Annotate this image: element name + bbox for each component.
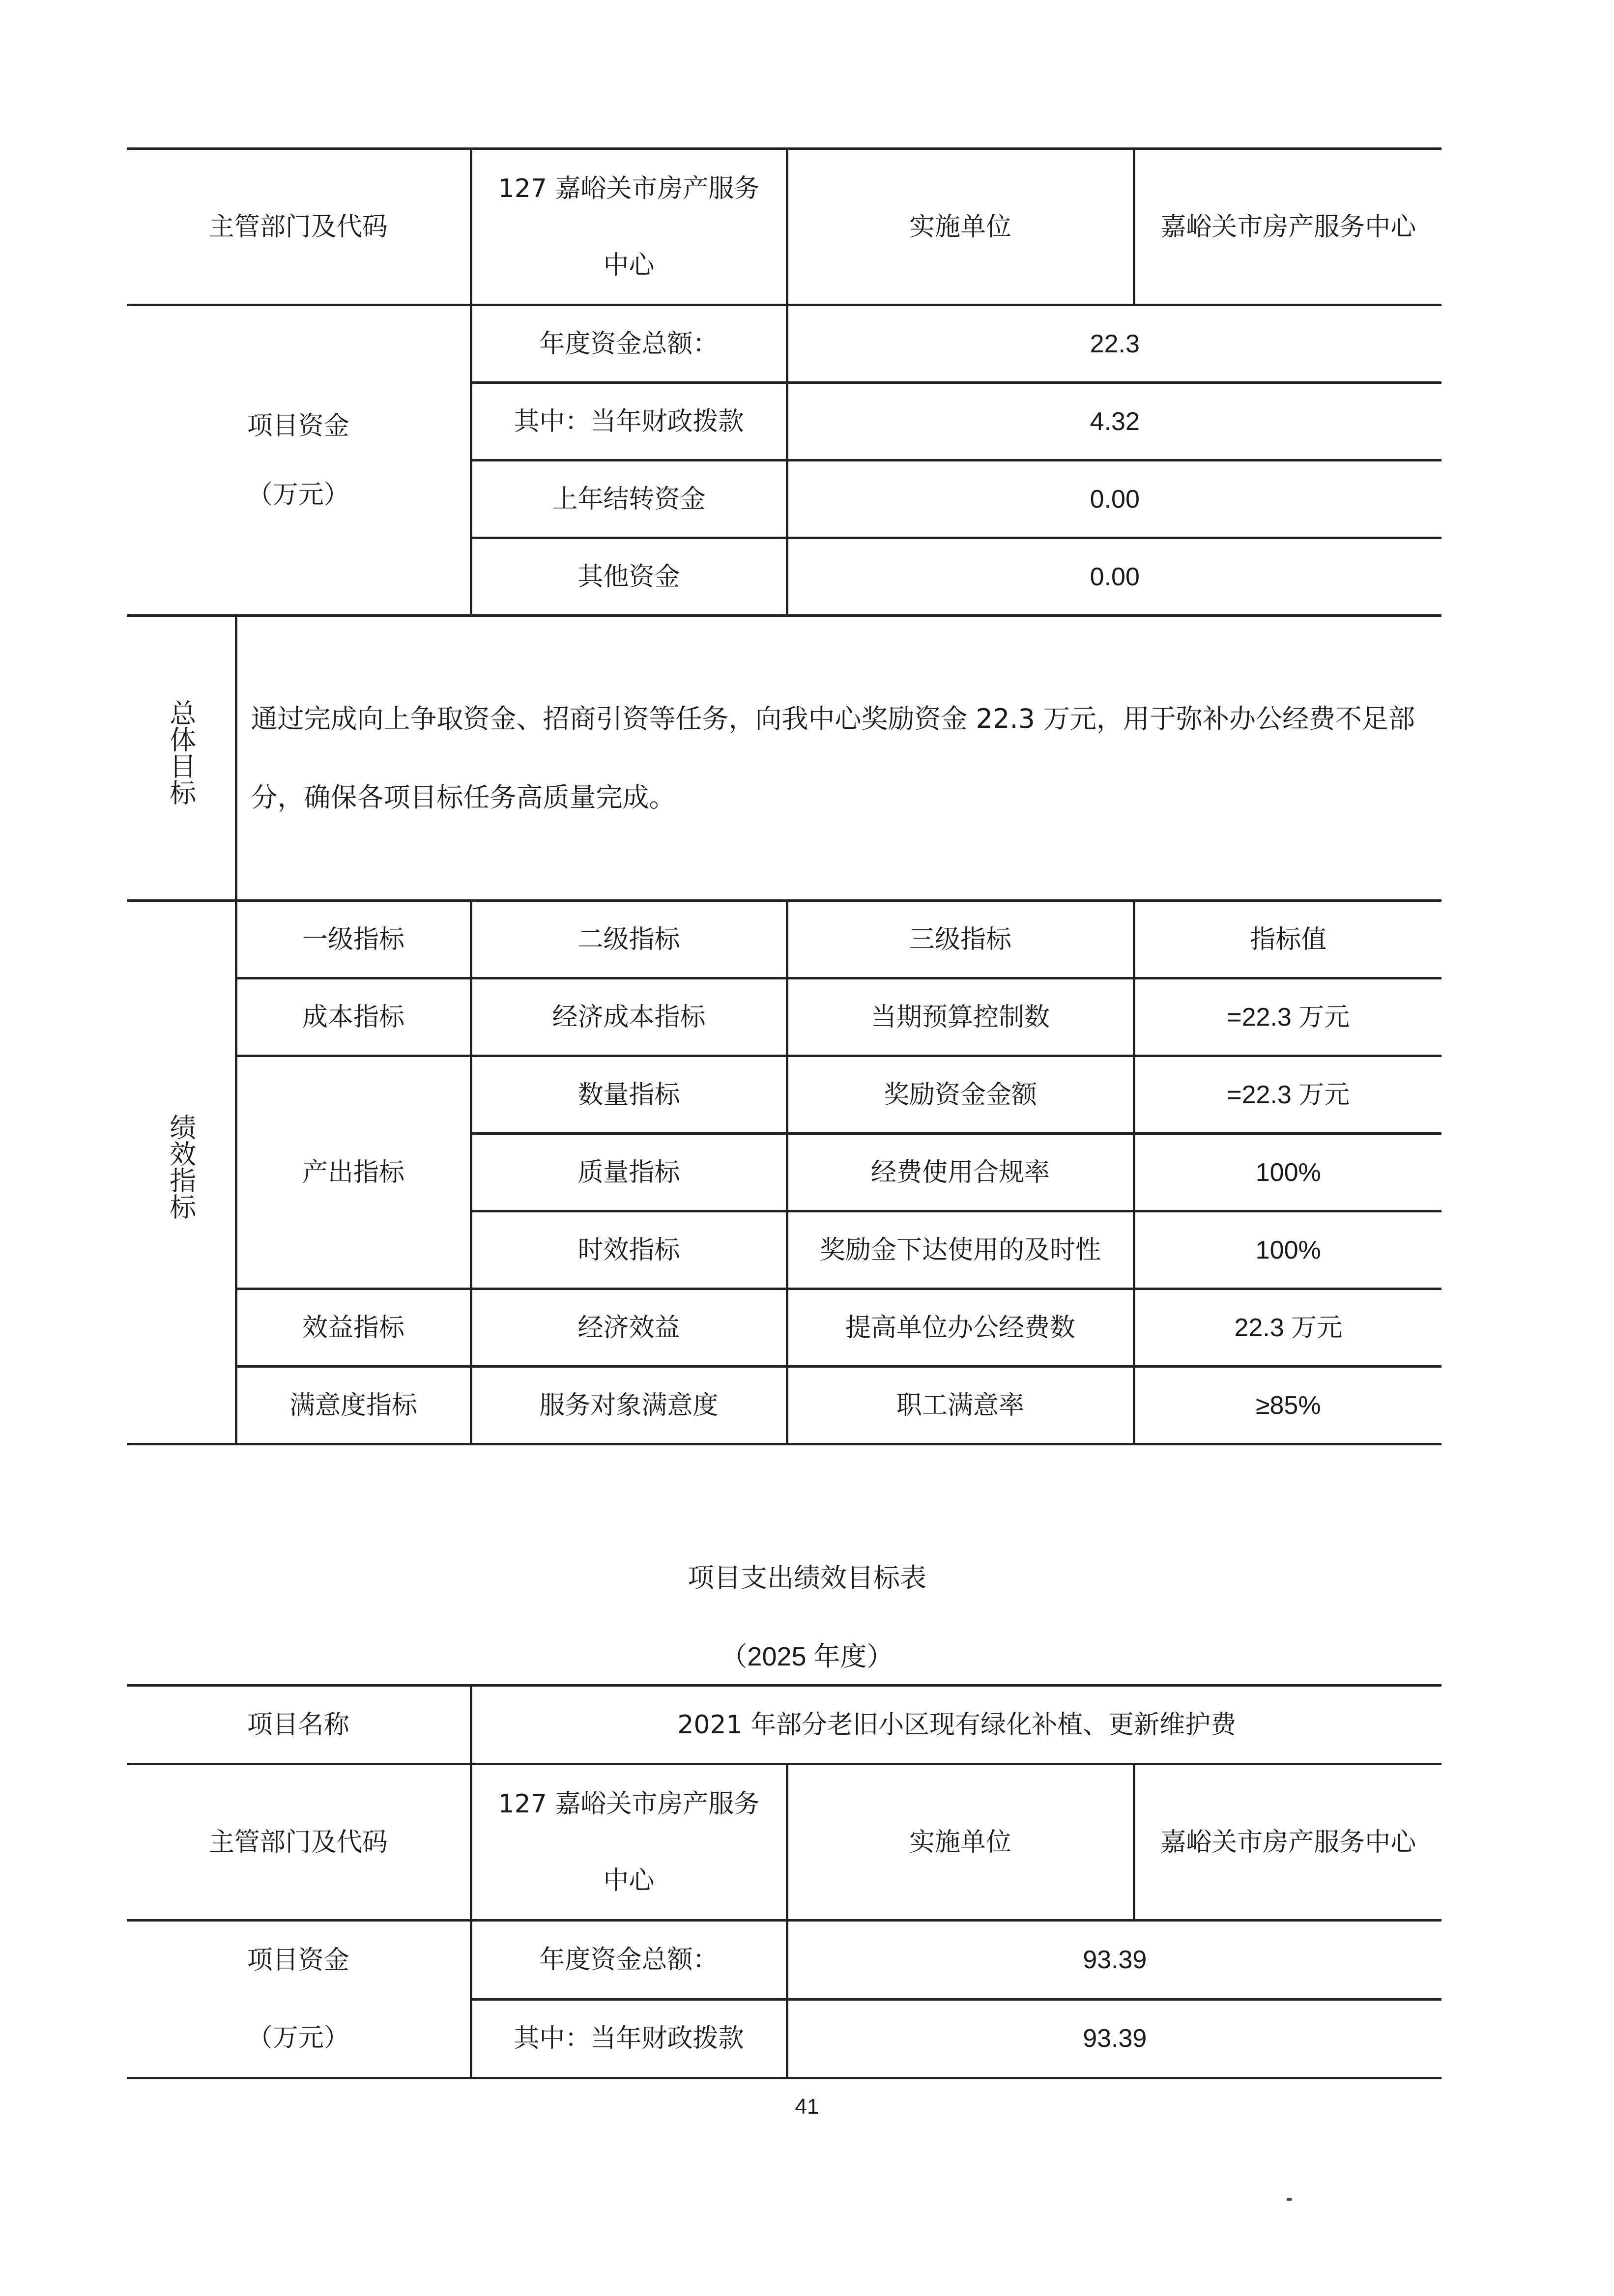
scan-speck [1287,2198,1292,2201]
funds-label-line2: （万元） [247,2023,349,2053]
satisfaction-row [127,1367,1441,1444]
dept-row [127,1764,1441,1921]
output-l1: 产出指标 [236,1056,471,1289]
benefit-row [127,1289,1441,1367]
output-l3: 奖励资金金额 [787,1056,1134,1134]
goal-label-text: 总体目标 [165,699,197,805]
satisfaction-l2: 服务对象满意度 [471,1367,787,1444]
funds-label-line1: 项目资金 [247,1946,349,1975]
fund-value: 93.39 [787,1999,1441,2078]
funds-label [127,305,471,616]
dept-label: 主管部门及代码 [127,149,471,305]
funds-row [127,1921,1441,2000]
perf-header-row [127,901,1441,978]
funds-label-line1: 项目资金 [247,411,349,441]
output-l2: 时效指标 [471,1211,787,1289]
output-row [127,1056,1441,1134]
fund-label: 上年结转资金 [471,460,787,538]
output-l2: 数量指标 [471,1056,787,1134]
performance-table-2 [127,1684,1441,2079]
fund-label: 年度资金总额： [471,305,787,383]
benefit-value: 22.3 万元 [1134,1289,1441,1367]
section-title: 项目支出绩效目标表 [688,1562,926,1593]
satisfaction-l1: 满意度指标 [236,1367,471,1444]
fund-label: 年度资金总额： [471,1921,787,2000]
output-l3: 经费使用合规率 [787,1134,1134,1211]
funds-label-line2: （万元） [247,480,349,510]
dept-label: 主管部门及代码 [127,1764,471,1921]
fund-value: 0.00 [787,538,1441,616]
header-level1: 一级指标 [236,901,471,978]
header-level3: 三级指标 [787,901,1134,978]
fund-value: 93.39 [787,1921,1441,2000]
fund-label: 其中：当年财政拨款 [471,1999,787,2078]
cost-l1: 成本指标 [236,978,471,1056]
cost-value: =22.3 万元 [1134,978,1441,1056]
cost-l2: 经济成本指标 [471,978,787,1056]
impl-label: 实施单位 [787,149,1134,305]
dept-value: 127 嘉峪关市房产服务中心 [471,1764,787,1921]
goal-row [127,616,1441,901]
project-name-label: 项目名称 [127,1686,471,1764]
cost-l3: 当期预算控制数 [787,978,1134,1056]
goal-text: 通过完成向上争取资金、招商引资等任务，向我中心奖励资金 22.3 万元，用于弥补办公经费不足部分，确保各项目标任务高质量完成。 [236,616,1441,901]
fund-label: 其中：当年财政拨款 [471,383,787,460]
benefit-l3: 提高单位办公经费数 [787,1289,1134,1367]
fund-value: 4.32 [787,383,1441,460]
performance-table-1 [127,147,1441,1445]
funds-row [127,305,1441,383]
dept-value: 127 嘉峪关市房产服务中心 [471,149,787,305]
page-number: 41 [795,2095,819,2119]
section-subtitle: （2025 年度） [721,1642,893,1671]
goal-label [127,616,236,901]
output-value: =22.3 万元 [1134,1056,1441,1134]
output-l2: 质量指标 [471,1134,787,1211]
fund-value: 0.00 [787,460,1441,538]
satisfaction-value: ≥85% [1134,1367,1441,1444]
project-name-value: 2021 年部分老旧小区现有绿化补植、更新维护费 [471,1686,1441,1764]
impl-value: 嘉峪关市房产服务中心 [1134,1764,1441,1921]
impl-value: 嘉峪关市房产服务中心 [1134,149,1441,305]
impl-label: 实施单位 [787,1764,1134,1921]
benefit-l1: 效益指标 [236,1289,471,1367]
header-value: 指标值 [1134,901,1441,978]
project-name-row [127,1686,1441,1764]
output-value: 100% [1134,1211,1441,1289]
benefit-l2: 经济效益 [471,1289,787,1367]
fund-value: 22.3 [787,305,1441,383]
satisfaction-l3: 职工满意率 [787,1367,1134,1444]
funds-label [127,1921,471,2078]
output-l3: 奖励金下达使用的及时性 [787,1211,1134,1289]
perf-label [127,901,236,1444]
output-value: 100% [1134,1134,1441,1211]
dept-row [127,149,1441,305]
cost-row [127,978,1441,1056]
fund-label: 其他资金 [471,538,787,616]
header-level2: 二级指标 [471,901,787,978]
perf-label-text: 绩效指标 [165,1114,197,1220]
